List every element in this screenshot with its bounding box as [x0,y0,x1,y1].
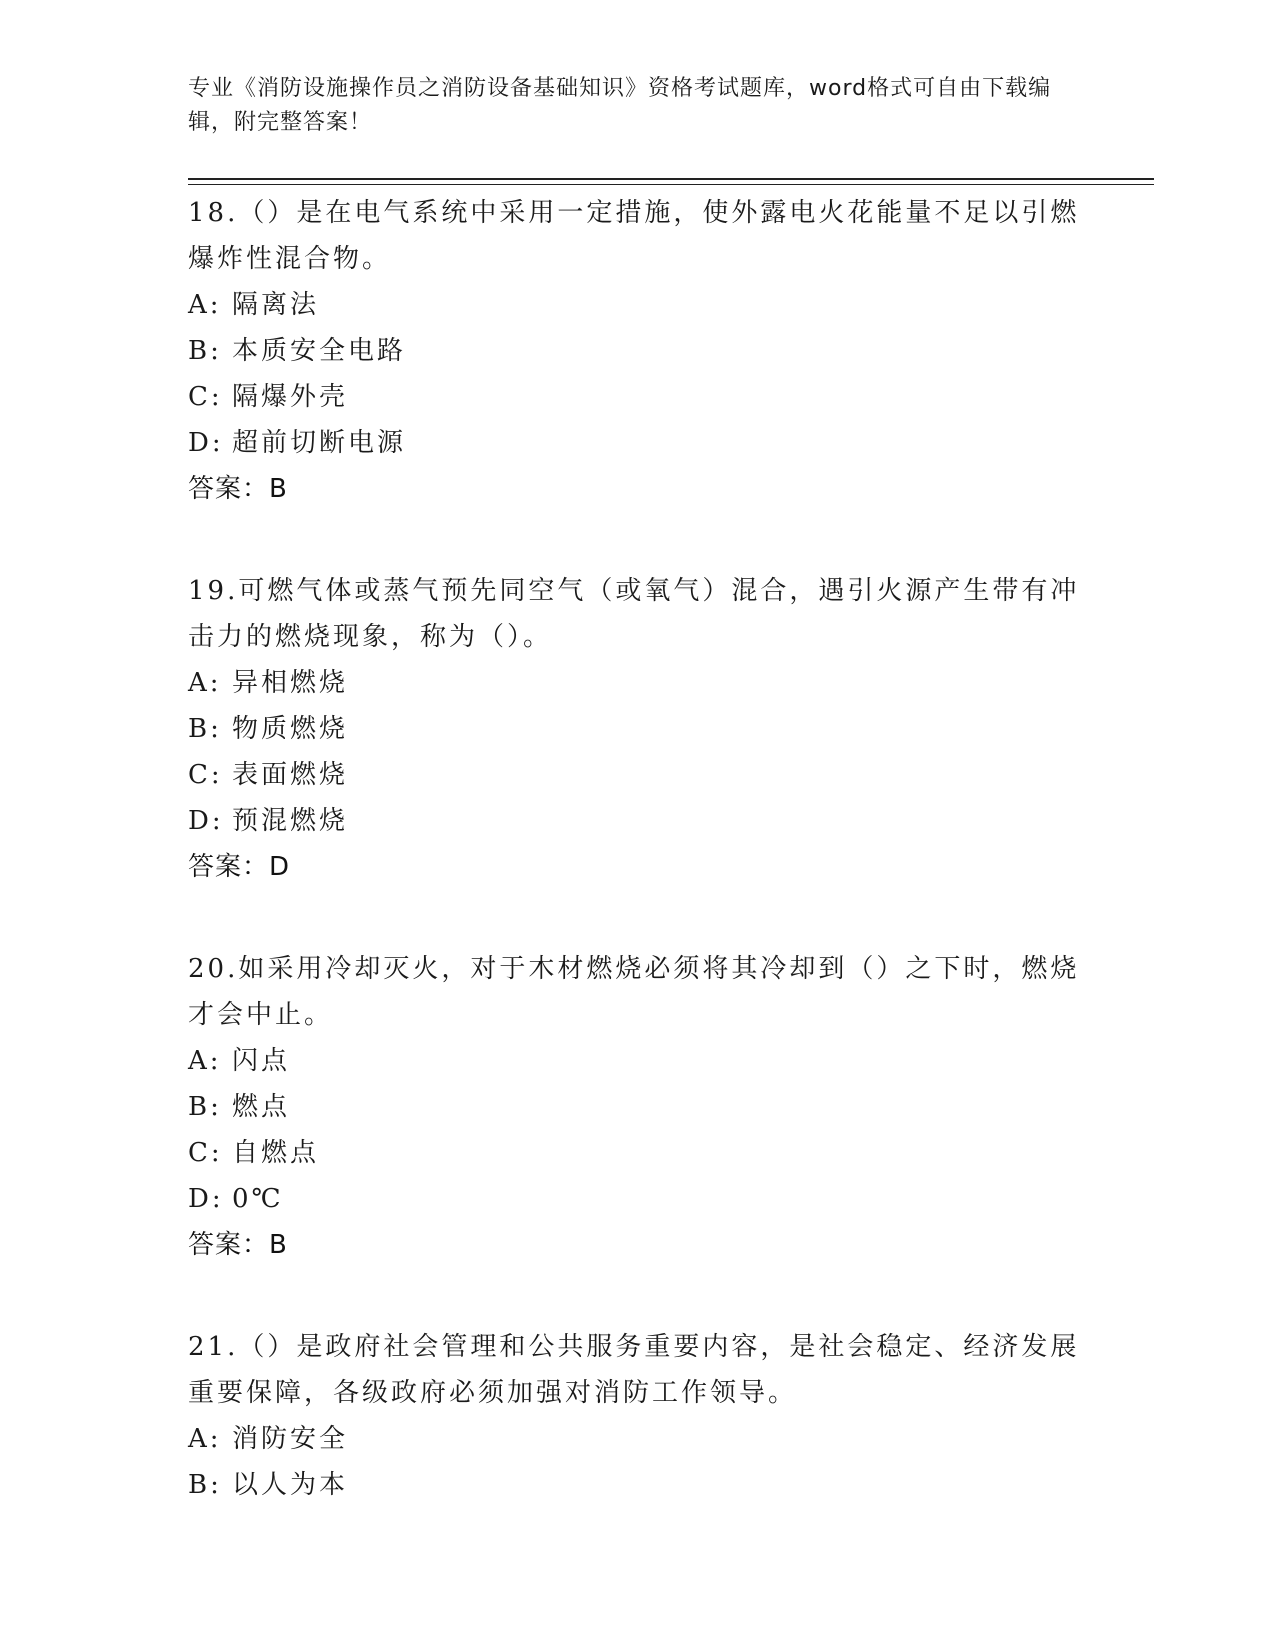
option-text: 以人为本 [232,1470,349,1500]
option-text: 表面燃烧 [232,760,349,790]
answer-line: 答案：D [188,852,291,882]
question-21 [188,1324,1088,1508]
option-text: 0℃ [232,1184,284,1214]
option-letter: D: [188,428,224,458]
option-b [188,328,1088,374]
option-letter: A: [188,1046,222,1076]
option-letter: C: [188,1138,223,1168]
option-letter: D: [188,1184,224,1214]
question-list [188,190,1088,1564]
question-stem: 21.（）是政府社会管理和公共服务重要内容，是社会稳定、经济发展重要保障，各级政府必须加强对消防工作领导。 [188,1332,1080,1408]
option-text: 消防安全 [232,1424,349,1454]
option-a [188,1416,1088,1462]
question-stem: 20.如采用冷却灭火，对于木材燃烧必须将其冷却到（）之下时，燃烧才会中止。 [188,954,1080,1030]
option-letter: B: [188,714,222,744]
option-c [188,374,1088,420]
question-stem: 18.（）是在电气系统中采用一定措施，使外露电火花能量不足以引燃爆炸性混合物。 [188,198,1080,274]
answer-line: 答案：B [188,1230,288,1260]
option-letter: B: [188,336,222,366]
option-b [188,1462,1088,1508]
option-text: 闪点 [232,1046,291,1076]
option-letter: A: [188,290,222,320]
header-divider-thick [188,178,1154,180]
option-b [188,1084,1088,1130]
option-text: 隔离法 [232,290,320,320]
option-letter: A: [188,1424,222,1454]
option-c [188,1130,1088,1176]
option-text: 隔爆外壳 [232,382,349,412]
option-letter: B: [188,1092,222,1122]
header-divider-thin [188,184,1154,185]
option-d [188,1176,1088,1222]
option-text: 异相燃烧 [232,668,349,698]
option-letter: D: [188,806,224,836]
option-a [188,282,1088,328]
option-text: 本质安全电路 [232,336,407,366]
question-stem: 19.可燃气体或蒸气预先同空气（或氧气）混合，遇引火源产生带有冲击力的燃烧现象，称为（）。 [188,576,1080,652]
option-d [188,420,1088,466]
option-letter: C: [188,382,223,412]
option-c [188,752,1088,798]
option-text: 自燃点 [232,1138,320,1168]
question-20 [188,946,1088,1268]
option-letter: B: [188,1470,222,1500]
option-text: 物质燃烧 [232,714,349,744]
option-letter: C: [188,760,223,790]
option-text: 燃点 [232,1092,291,1122]
option-text: 超前切断电源 [232,428,407,458]
answer-line: 答案：B [188,474,288,504]
option-text: 预混燃烧 [232,806,349,836]
option-a [188,660,1088,706]
question-19 [188,568,1088,890]
question-18 [188,190,1088,512]
document-header: 专业《消防设施操作员之消防设备基础知识》资格考试题库，word格式可自由下载编辑，附完整答案！ [188,76,1052,135]
option-d [188,798,1088,844]
option-b [188,706,1088,752]
option-a [188,1038,1088,1084]
option-letter: A: [188,668,222,698]
